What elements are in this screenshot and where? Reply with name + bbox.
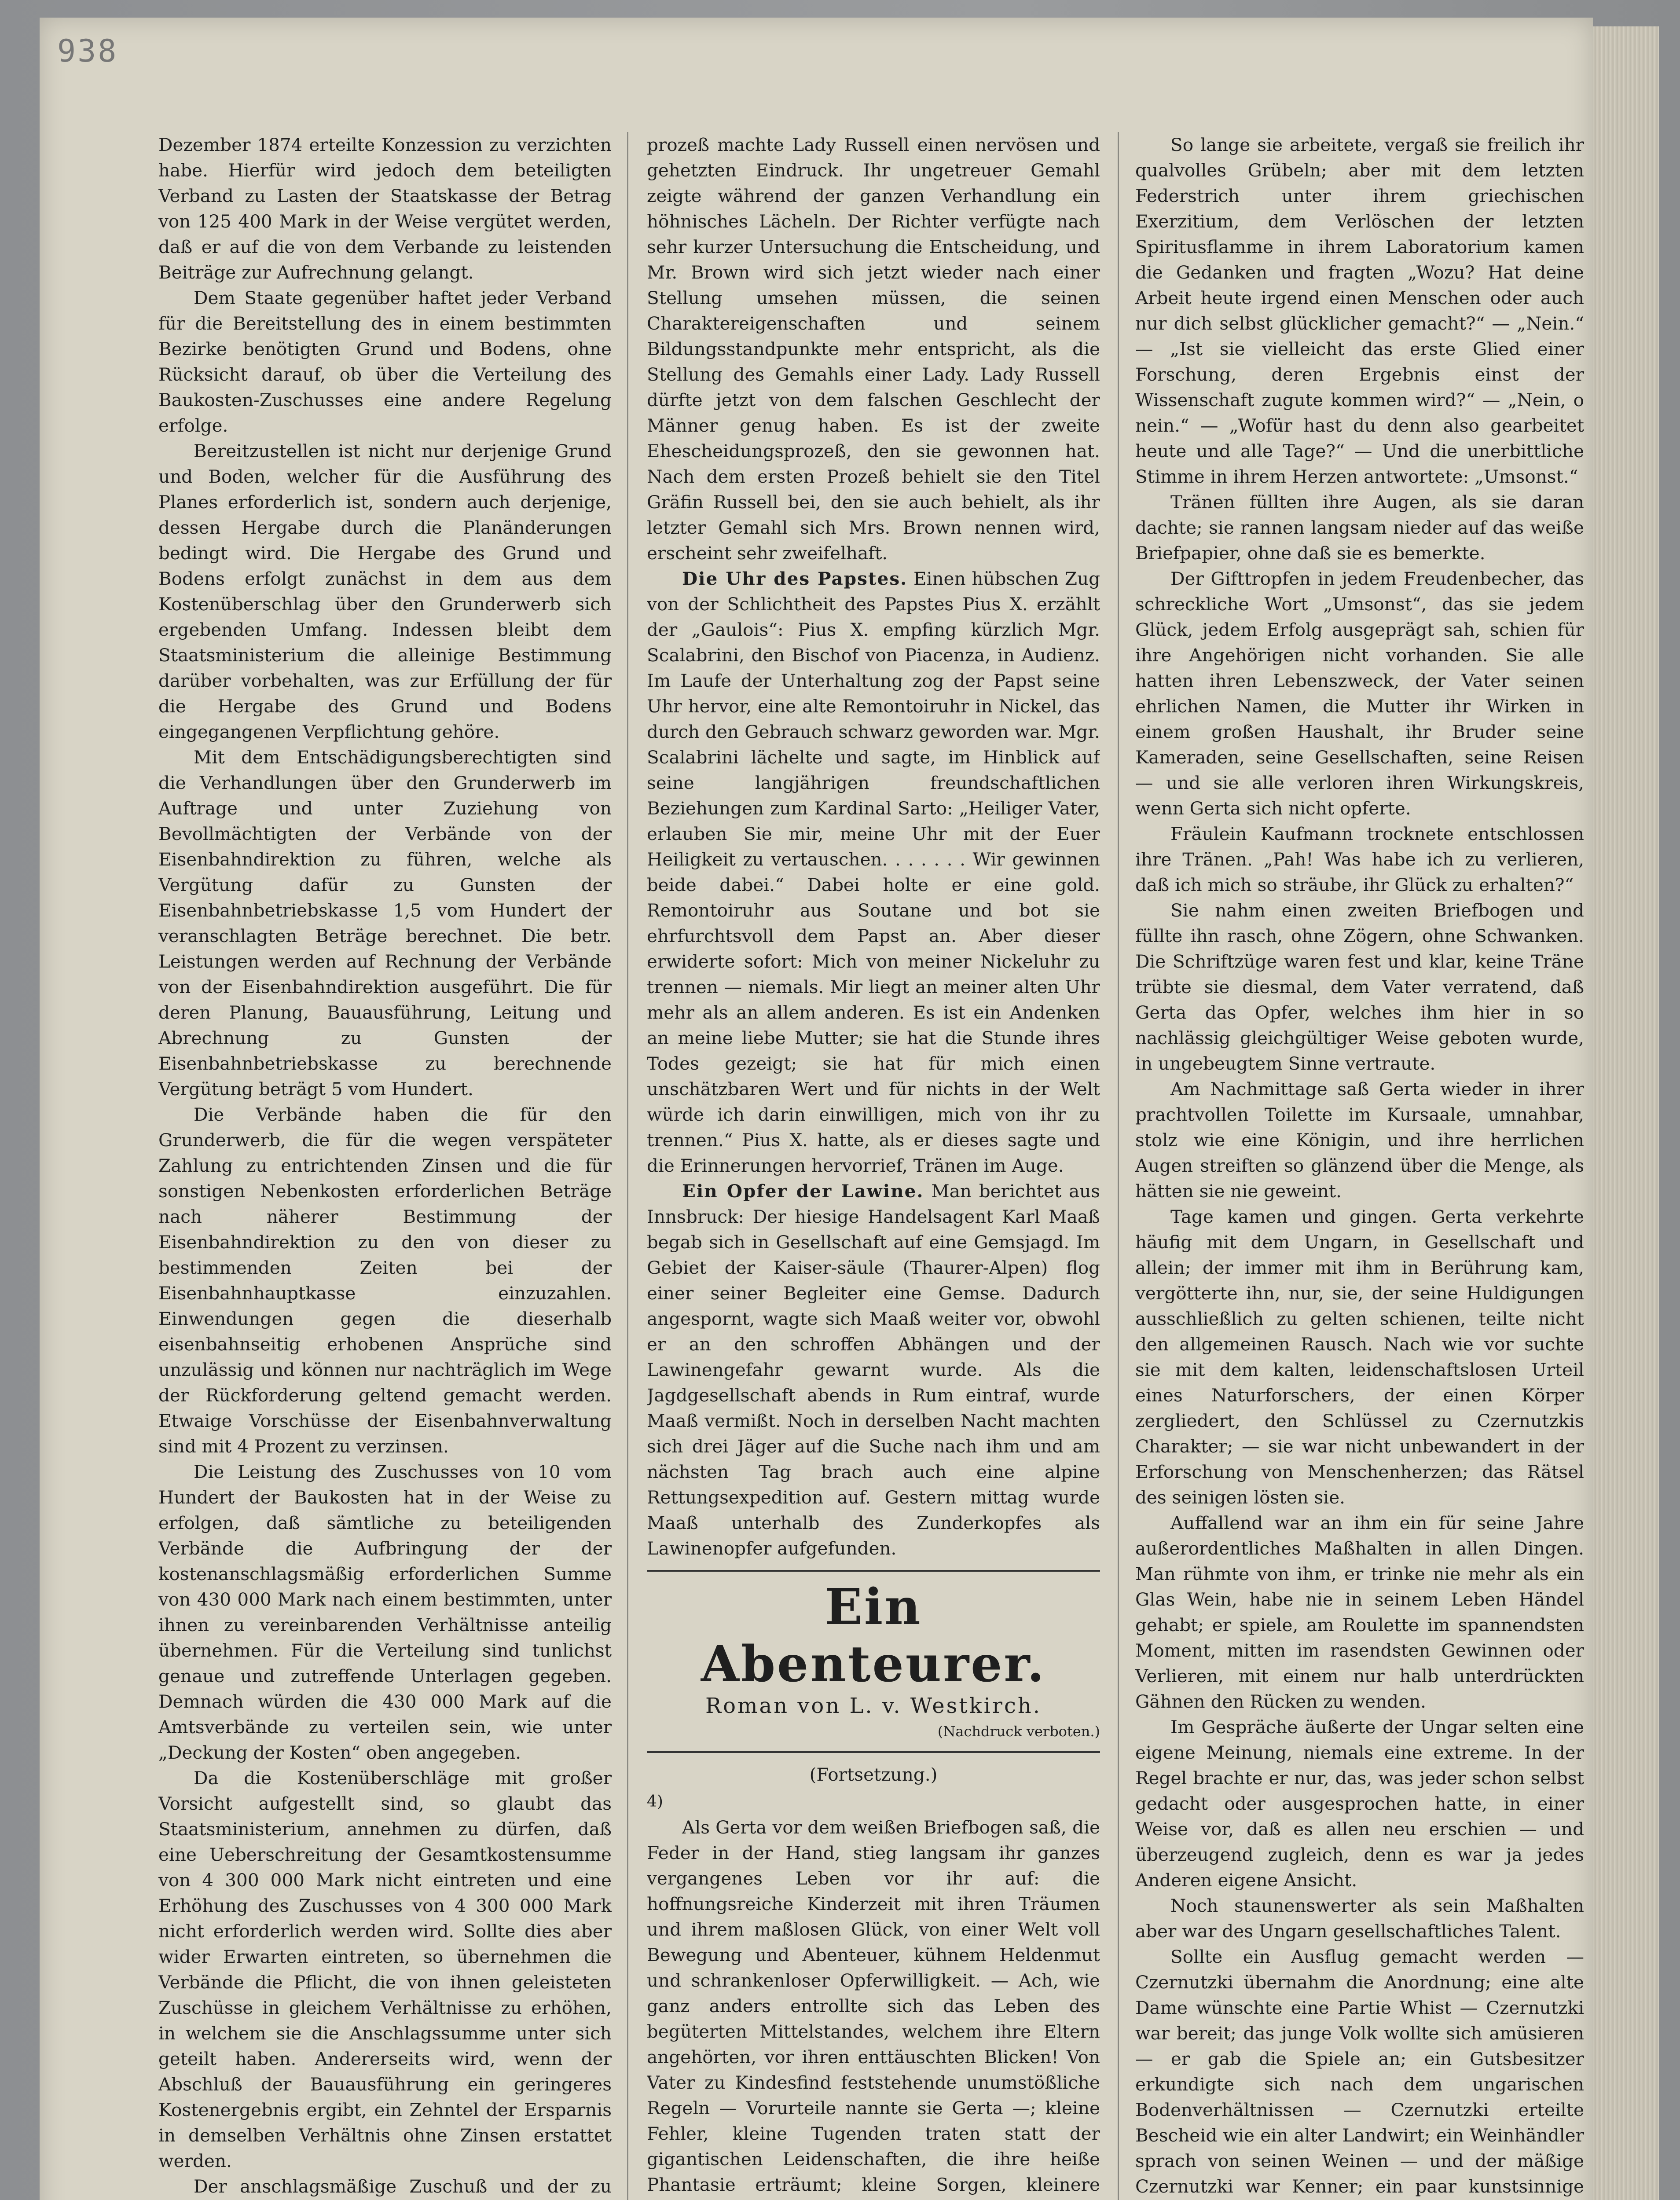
paragraph: Fräulein Kaufmann trocknete entschlossen ihre Tränen. „Pah! Was habe ich zu verlieren, daß ich mich so sträube, ihr Glück zu erhalten?“ bbox=[1135, 823, 1584, 895]
paragraph: Der Gifttropfen in jedem Freudenbecher, das schreckliche Wort „Umsonst“, das sie jedem Glück, jedem Erfolg ausgeprägt sah, schien für ihre Angehörigen nicht vorhanden. Sie alle hatten ihren Lebenszweck, der Vater seinen ehrlichen Namen, die Mutter ihr Wirken in einem großen Haushalt, ihr Bruder seine Kameraden, seine Gesellschaften, seine Reisen — und sie alle verloren ihren Wirkungskreis, wenn Gerta sich nicht opferte. bbox=[1135, 568, 1584, 819]
news-item-title: Die Uhr des Papstes. bbox=[682, 568, 908, 589]
paragraph: So lange sie arbeitete, vergaß sie freilich ihr qualvolles Grübeln; aber mit dem letzten Federstrich unter ihrem griechischen Exerzitium, dem Verlöschen der letzten Spiritusflamme in ihrem Laboratorium kamen die Gedanken und fragten „Wozu? Hat deine Arbeit heute irgend einen Menschen oder auch nur dich selbst glücklicher gemacht?“ — „Nein.“ — „Ist sie vielleicht das erste Glied einer Forschung, deren Ergebnis einst der Wissenschaft zugute kommen wird?“ — „Nein, o nein.“ — „Wofür hast du denn also gearbeitet heute und alle Tage?“ — Und die unerbittliche Stimme in ihrem Herzen antwortete: „Umsonst.“ bbox=[1135, 134, 1584, 487]
novel-title: Ein Abenteurer. bbox=[701, 1578, 1046, 1693]
serial-novel-header bbox=[647, 1570, 1100, 1753]
continuation-label: (Fortsetzung.) bbox=[809, 1764, 938, 1785]
paragraph: Tränen füllten ihre Augen, als sie daran dachte; sie rannen langsam nieder auf das weiße Briefpapier, ohne daß sie es bemerkte. bbox=[1135, 491, 1584, 564]
paragraph: Noch staunenswerter als sein Maßhalten aber war des Ungarn gesellschaftliches Talent. bbox=[1135, 1895, 1584, 1942]
paragraph: Sie nahm einen zweiten Briefbogen und füllte ihn rasch, ohne Zögern, ohne Schwanken. Die Schriftzüge waren fest und klar, keine Träne trübte sie diesmal, dem Vater verratend, daß Gerta das Opfer, welches ihm hier in so nachlässig gleichgültiger Weise geboten wurde, in ungebeugtem Sinne vertraute. bbox=[1135, 900, 1584, 1074]
paragraph: Dem Staate gegenüber haftet jeder Verband für die Bereitstellung des in einem bestimmten Bezirke benötigten Grund und Bodens, ohne Rücksicht darauf, ob über die Verteilung des Baukosten-Zuschusses eine andere Regelung erfolge. bbox=[158, 287, 612, 436]
reprint-notice: (Nachdruck verboten.) bbox=[937, 1723, 1100, 1740]
news-item-title: Ein Opfer der Lawine. bbox=[682, 1181, 924, 1202]
news-item-text: Man berichtet aus Innsbruck: Der hiesige Handelsagent Karl Maaß begab sich in Gesellschaft auf eine Gemsjagd. Im Gebiet der Kaiser-säule (Thaurer-Alpen) flog einer seiner Begleiter eine Gemse. Dadurch angespornt, wagte sich Maaß weiter vor, obwohl er an den schroffen Abhängen und der Lawinengefahr gewarnt wurde. Als die Jagdgesellschaft abends in Rum eintraf, wurde Maaß vermißt. Noch in derselben Nacht machten sich drei Jäger auf die Suche nach ihm und am nächsten Tag brach auch eine alpine Rettungsexpedition auf. Gestern mittag wurde Maaß unterhalb des Zunderkopfes als Lawinenopfer aufgefunden. bbox=[647, 1181, 1100, 1559]
paragraph: Im Gespräche äußerte der Ungar selten eine eigene Meinung, niemals eine extreme. In der Regel brachte er nur, das, was jeder schon selbst gedacht oder ausgesprochen hatte, in einer Weise vor, daß es allen neu erschien — und überzeugend zugleich, denn es war ja jedes Anderen eigene Ansicht. bbox=[1135, 1716, 1584, 1891]
column-rule bbox=[627, 132, 628, 2200]
news-item bbox=[647, 1178, 1100, 1561]
paragraph: Der anschlagsmäßige Zuschuß und der zu bbox=[194, 2176, 612, 2197]
paragraph: Die Verbände haben die für den Grunderwerb, die für die wegen verspäteter Zahlung zu entrichtenden Zinsen und die für sonstigen Nebenkosten erforderlichen Beträge nach näherer Bestimmung der Eisenbahndirektion zu den von dieser zu bestimmenden Zeiten bei der Eisenbahnhauptkasse einzuzahlen. Einwendungen gegen die dieserhalb eisenbahnseitig erhobenen Ansprüche sind unzulässig und können nur nachträglich im Wege der Rückforderung geltend gemacht werden. Etwaige Vorschüsse der Eisenbahnverwaltung sind mit 4 Prozent zu verzinsen. bbox=[158, 1104, 612, 1457]
novel-author: Roman von L. v. Westkirch. bbox=[705, 1694, 1042, 1718]
column-middle bbox=[647, 132, 1100, 2200]
page-number: 938 bbox=[57, 33, 118, 69]
installment-number: 4) bbox=[647, 1793, 663, 1811]
column-left bbox=[158, 132, 612, 2200]
column-right bbox=[1135, 132, 1584, 2200]
paragraph: Die Leistung des Zuschusses von 10 vom Hundert der Baukosten hat in der Weise zu erfolgen, daß sämtliche zu beteiligenden Verbände die Aufbringung der der kostenanschlagsmäßig erforderlichen Summe von 430 000 Mark nach einem bestimmten, unter ihnen zu vereinbarenden Verhältnisse anteilig übernehmen. Für die Verteilung sind tunlichst genaue und zutreffende Unterlagen gegeben. Demnach würden die 430 000 Mark auf die Amtsverbände zu verteilen sein, wie unter „Deckung der Kosten“ oben angegeben. bbox=[158, 1461, 612, 1763]
paragraph: Am Nachmittage saß Gerta wieder in ihrer prachtvollen Toilette im Kursaale, umnahbar, stolz wie eine Königin, und ihre herrlichen Augen streiften so glänzend über die Menge, als hätten sie nie geweint. bbox=[1135, 1078, 1584, 1202]
news-item bbox=[647, 566, 1100, 1178]
paragraph: Tage kamen und gingen. Gerta verkehrte häufig mit dem Ungarn, in Gesellschaft und allein; der immer mit ihm in Berührung kam, vergötterte ihn, nur, sie, der seine Huldigungen ausschließlich zu gelten schienen, teilte nicht den allgemeinen Rausch. Nach wie vor suchte sie mit dem kalten, leidenschaftslosen Urteil eines Naturforschers, der einen Körper zergliedert, den Schlüssel zu Czernutzkis Charakter; — sie war nicht unbewandert in der Erforschung von Menschenherzen; das Rätsel des seinigen lösten sie. bbox=[1135, 1206, 1584, 1508]
paragraph: prozeß machte Lady Russell einen nervösen und gehetzten Eindruck. Ihr ungetreuer Gemahl zeigte während der ganzen Verhandlung ein höhnisches Lächeln. Der Richter verfügte nach sehr kurzer Untersuchung die Entscheidung, und Mr. Brown wird sich jetzt wieder nach einer Stellung umsehen müssen, die seinen Charaktereigenschaften und seinem Bildungsstandpunkte mehr entspricht, als die Stellung des Gemahls einer Lady. Lady Russell dürfte jetzt von dem falschen Geschlecht der Männer genug haben. Es ist der zweite Ehescheidungsprozeß, den sie gewonnen hat. Nach dem ersten Prozeß behielt sie den Titel Gräfin Russell bei, den sie auch behielt, als ihr letzter Gemahl sich Mrs. Brown nennen wird, erscheint sehr zweifelhaft. bbox=[647, 134, 1100, 564]
news-item-text: Einen hübschen Zug von der Schlichtheit des Papstes Pius X. erzählt der „Gaulois“: Pius X. empfing kürzlich Mgr. Scalabrini, den Bischof von Piacenza, in Audienz. Im Laufe der Unterhaltung zog der Papst seine Uhr hervor, eine alte Remontoiruhr in Nickel, das durch den Gebrauch schwarz geworden war. Mgr. Scalabrini lächelte und sagte, im Hinblick auf seine langjährigen freundschaftlichen Beziehungen zum Kardinal Sarto: „Heiliger Vater, erlauben Sie mir, meine Uhr mit der Euer Heiligkeit zu vertauschen. . . . . . . Wir gewinnen beide dabei.“ Dabei holte er eine gold. Remontoiruhr aus Soutane und bot sie ehrfurchtsvoll dem Papst an. Aber dieser erwiderte sofort: Mich von meiner Nickeluhr zu trennen — niemals. Mir liegt an meiner alten Uhr mehr als an allem anderen. Es ist ein Andenken an meine liebe Mutter; sie hat die Stunde ihres Todes gezeigt; sie hat für mich einen unschätzbaren Wert und für nichts in der Welt würde ich darin einwilligen, mich von ihr zu trennen.“ Pius X. hatte, als er dieses sagte und die Erinnerungen hervorrief, Tränen im Auge. bbox=[647, 568, 1100, 1176]
page-stack-edge bbox=[1593, 26, 1659, 2200]
paragraph: Dezember 1874 erteilte Konzession zu verzichten habe. Hierfür wird jedoch dem beteiligten Verband zu Lasten der Staatskasse der Betrag von 125 400 Mark in der Weise vergütet werden, daß er auf die von dem Verbande zu leistenden Beiträge zur Aufrechnung gelangt. bbox=[158, 134, 612, 283]
paragraph: Bereitzustellen ist nicht nur derjenige Grund und Boden, welcher für die Ausführung des Planes erforderlich ist, sondern auch derjenige, dessen Hergabe durch die Planänderungen bedingt wird. Die Hergabe des Grund und Bodens erfolgt zunächst in dem aus dem Kostenüberschlag über den Grunderwerb sich ergebenden Umfang. Indessen bleibt dem Staatsministerium die alleinige Bestimmung darüber vorbehalten, was zur Erfüllung der für die Hergabe des Grund und Bodens eingegangenen Verpflichtung gehöre. bbox=[158, 440, 612, 742]
paragraph: Als Gerta vor dem weißen Briefbogen saß, die Feder in der Hand, stieg langsam ihr ganzes vergangenes Leben vor ihr auf: die hoffnungsreiche Kinderzeit mit ihren Träumen und ihrem maßlosen Glück, von einer Welt voll Bewegung und Abenteuer, kühnem Heldenmut und schrankenloser Opferwilligkeit. — Ach, wie ganz anders entrollte sich das Leben des begüterten Mittelstandes, welchem ihre Eltern angehörten, vor ihren enttäuschten Blicken! Von Vater zu Kindesfind feststehende unumstößliche Regeln — Vorurteile nannte sie Gerta —; kleine Fehler, kleine Tugenden traten statt der gigantischen Leidenschaften, die ihre heiße Phantasie erträumt; kleine Sorgen, kleinere bbox=[647, 1817, 1100, 2195]
paragraph: Auffallend war an ihm ein für seine Jahre außerordentliches Maßhalten in allen Dingen. Man rühmte von ihm, er trinke nie mehr als ein Glas Wein, habe nie in seinem Leben Händel gehabt; er spiele, am Roulette im spannendsten Moment, mitten im rasendsten Gewinnen oder Verlieren, mit einem nur halb unterdrückten Gähnen den Rücken zu wenden. bbox=[1135, 1512, 1584, 1712]
paragraph: Sollte ein Ausflug gemacht werden — Czernutzki übernahm die Anordnung; eine alte Dame wünschte eine Partie Whist — Czernutzki war bereit; das junge Volk wollte sich amüsieren — er gab die Spiele an; ein Gutsbesitzer erkundigte sich nach dem ungarischen Bodenverhältnissen — Czernutzki erteilte Bescheid wie ein alter Landwirt; ein Weinhändler sprach von seinen Weinen — und der mäßige Czernutzki war Kenner; ein paar kunstsinnige bbox=[1135, 1946, 1584, 2197]
paragraph: Da die Kostenüberschläge mit großer Vorsicht aufgestellt sind, so glaubt das Staatsministerium, annehmen zu dürfen, daß eine Ueberschreitung der Gesamtkostensumme von 4 300 000 Mark nicht eintreten und eine Erhöhung des Zuschusses von 4 300 000 Mark nicht erforderlich werden wird. Sollte dies aber wider Erwarten eintreten, so übernehmen die Verbände die Pflicht, die von ihnen geleisteten Zuschüsse in gleichem Verhältnisse zu erhöhen, in welchem sie die Anschlagssumme unter sich geteilt haben. Andererseits wird, wenn der Abschluß der Bauausführung ein geringeres Kostenergebnis ergibt, ein Zehntel der Ersparnis in demselben Verhältnis ohne Zinsen erstattet werden. bbox=[158, 1767, 612, 2171]
column-rule bbox=[1118, 132, 1119, 2200]
paragraph: Mit dem Entschädigungsberechtigten sind die Verhandlungen über den Grunderwerb im Auftrage und unter Zuziehung von Bevollmächtigten der Verbände von der Eisenbahndirektion zu führen, welche als Vergütung dafür zu Gunsten der Eisenbahnbetriebskasse 1,5 vom Hundert der veranschlagten Beträge berechnet. Die betr. Leistungen werden auf Rechnung der Verbände von der Eisenbahndirektion ausgeführt. Die für deren Planung, Bauausführung, Leitung und Abrechnung zu Gunsten der Eisenbahnbetriebskasse zu berechnende Vergütung beträgt 5 vom Hundert. bbox=[158, 747, 612, 1100]
